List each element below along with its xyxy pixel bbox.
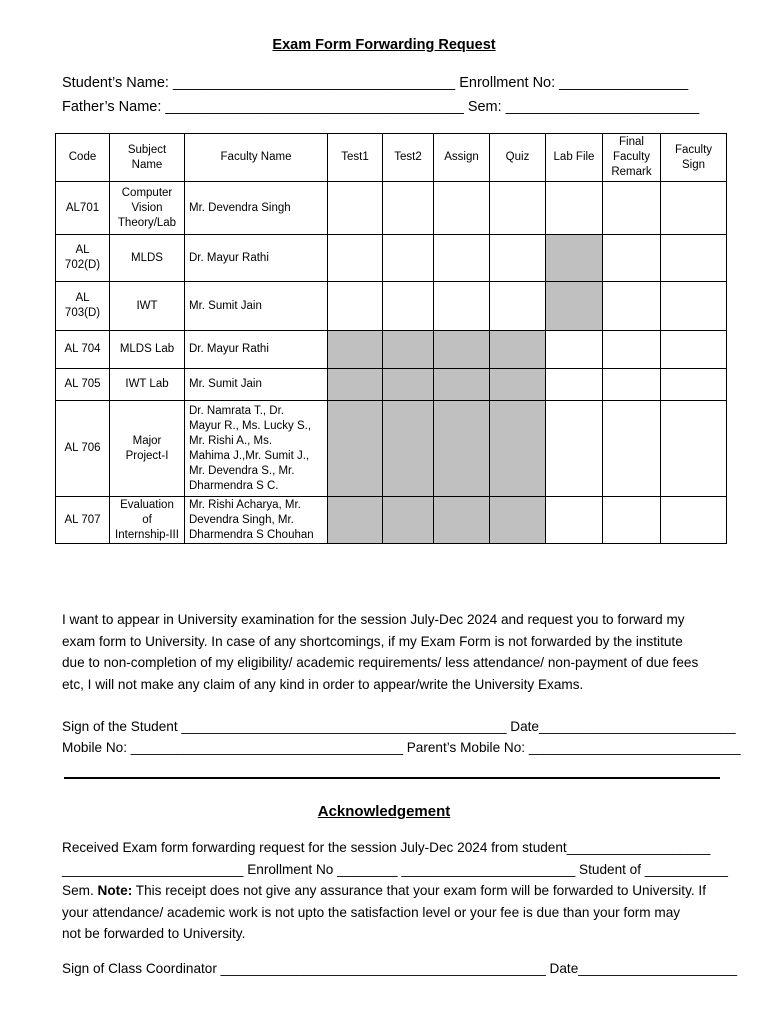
quiz-cell-shaded (490, 497, 546, 544)
lab-file-cell (546, 331, 603, 369)
test1-cell (328, 182, 383, 235)
sign-cell (661, 182, 727, 235)
exam-subject-table (55, 133, 727, 544)
sign-cell (661, 282, 727, 331)
sign-cell (661, 369, 727, 401)
student-sign-line: Sign of the Student ___________________________________________ Date__________________________ (62, 719, 736, 734)
assign-cell (434, 282, 490, 331)
test1-cell-shaded (328, 331, 383, 369)
code-cell: AL701 (56, 182, 110, 235)
declaration-line: etc, I will not make any claim of any kind in order to appear/write the University Exams. (62, 676, 584, 692)
subject-cell: Computer Vision Theory/Lab (110, 182, 185, 235)
ack-line: ________________________ Enrollment No ________ _______________________ Student of ___________ (62, 861, 728, 877)
table-row (56, 369, 727, 401)
note-label: Note: (97, 883, 133, 899)
code-cell: AL 706 (56, 401, 110, 497)
assign-cell (434, 182, 490, 235)
code-cell: AL 704 (56, 331, 110, 369)
declaration-line: I want to appear in University examination for the session July-Dec 2024 and request you to forward my (62, 612, 685, 627)
code-cell: AL 705 (56, 369, 110, 401)
quiz-cell (490, 282, 546, 331)
header-subject: Subject Name (110, 134, 185, 182)
code-cell: AL 707 (56, 497, 110, 544)
lab-file-cell (546, 497, 603, 544)
remark-cell (603, 235, 661, 282)
faculty-cell: Dr. Mayur Rathi (185, 235, 328, 282)
subject-cell: MLDS (110, 235, 185, 282)
lab-file-cell (546, 369, 603, 401)
header-quiz: Quiz (490, 134, 546, 182)
table-row (56, 282, 727, 331)
acknowledgement-paragraph (62, 837, 726, 945)
header-faculty-sign: Faculty Sign (661, 134, 727, 182)
table-row (56, 331, 727, 369)
student-name-line: Student’s Name: ___________________________________ Enrollment No: ________________ (62, 75, 689, 91)
table-header-row (56, 134, 727, 182)
subject-cell: Evaluation of Internship-III (110, 497, 185, 544)
ack-line: not be forwarded to University. (62, 926, 246, 942)
ack-note-line: Sem. Note: This receipt does not give any assurance that your exam form will be forwarded to University. If (62, 883, 706, 899)
faculty-cell: Mr. Sumit Jain (185, 282, 328, 331)
remark-cell (603, 182, 661, 235)
header-test2: Test2 (383, 134, 434, 182)
subject-cell: IWT Lab (110, 369, 185, 401)
assign-cell-shaded (434, 401, 490, 497)
faculty-cell: Mr. Devendra Singh (185, 182, 328, 235)
header-code: Code (56, 134, 110, 182)
subject-cell: Major Project-I (110, 401, 185, 497)
test2-cell-shaded (383, 369, 434, 401)
table-row (56, 401, 727, 497)
test1-cell (328, 282, 383, 331)
subject-cell: MLDS Lab (110, 331, 185, 369)
quiz-cell-shaded (490, 331, 546, 369)
remark-cell (603, 401, 661, 497)
quiz-cell (490, 235, 546, 282)
assign-cell-shaded (434, 497, 490, 544)
coordinator-sign-line: Sign of Class Coordinator ___________________________________________ Date_____________________ (62, 961, 738, 976)
sign-cell (661, 235, 727, 282)
lab-file-cell-shaded (546, 235, 603, 282)
lab-file-cell (546, 401, 603, 497)
test1-cell-shaded (328, 369, 383, 401)
father-name-line: Father’s Name: _____________________________________ Sem: ________________________ (62, 99, 700, 115)
subject-cell: IWT (110, 282, 185, 331)
section-divider (64, 777, 720, 779)
sign-cell (661, 401, 727, 497)
test2-cell-shaded (383, 497, 434, 544)
header-assign: Assign (434, 134, 490, 182)
remark-cell (603, 369, 661, 401)
header-lab-file: Lab File (546, 134, 603, 182)
test2-cell-shaded (383, 331, 434, 369)
quiz-cell (490, 182, 546, 235)
page-title: Exam Form Forwarding Request (272, 37, 496, 53)
assign-cell-shaded (434, 369, 490, 401)
ack-line: your attendance/ academic work is not upto the satisfaction level or your fee is due than your form may (62, 904, 681, 920)
test2-cell-shaded (383, 401, 434, 497)
header-faculty: Faculty Name (185, 134, 328, 182)
faculty-cell: Dr. Namrata T., Dr. Mayur R., Ms. Lucky S., Mr. Rishi A., Ms. Mahima J.,Mr. Sumit J., Mr. Devendra S., Mr. Dharmendra S C. (185, 401, 328, 497)
quiz-cell-shaded (490, 369, 546, 401)
test1-cell-shaded (328, 497, 383, 544)
test1-cell-shaded (328, 401, 383, 497)
lab-file-cell (546, 182, 603, 235)
test2-cell (383, 282, 434, 331)
sign-cell (661, 331, 727, 369)
code-cell: AL 703(D) (56, 282, 110, 331)
test1-cell (328, 235, 383, 282)
assign-cell (434, 235, 490, 282)
faculty-cell: Mr. Rishi Acharya, Mr. Devendra Singh, Mr. Dharmendra S Chouhan (185, 497, 328, 544)
remark-cell (603, 331, 661, 369)
declaration-line: due to non-completion of my eligibility/ academic requirements/ less attendance/ non-payment of due fees (62, 655, 699, 671)
header-test1: Test1 (328, 134, 383, 182)
faculty-cell: Dr. Mayur Rathi (185, 331, 328, 369)
table-row (56, 182, 727, 235)
header-final-remark: Final Faculty Remark (603, 134, 661, 182)
quiz-cell-shaded (490, 401, 546, 497)
ack-line: Received Exam form forwarding request for the session July-Dec 2024 from student___________________ (62, 840, 711, 855)
code-cell: AL 702(D) (56, 235, 110, 282)
table-row (56, 235, 727, 282)
remark-cell (603, 282, 661, 331)
assign-cell-shaded (434, 331, 490, 369)
table-row (56, 497, 727, 544)
declaration-paragraph (62, 609, 726, 695)
declaration-line: exam form to University. In case of any shortcomings, if my Exam Form is not forwarded by the institute (62, 633, 683, 649)
sign-cell (661, 497, 727, 544)
acknowledgement-title: Acknowledgement (317, 803, 451, 820)
faculty-cell: Mr. Sumit Jain (185, 369, 328, 401)
remark-cell (603, 497, 661, 544)
lab-file-cell-shaded (546, 282, 603, 331)
test2-cell (383, 235, 434, 282)
test2-cell (383, 182, 434, 235)
mobile-line: Mobile No: ____________________________________ Parent’s Mobile No: ____________________________ (62, 740, 741, 755)
